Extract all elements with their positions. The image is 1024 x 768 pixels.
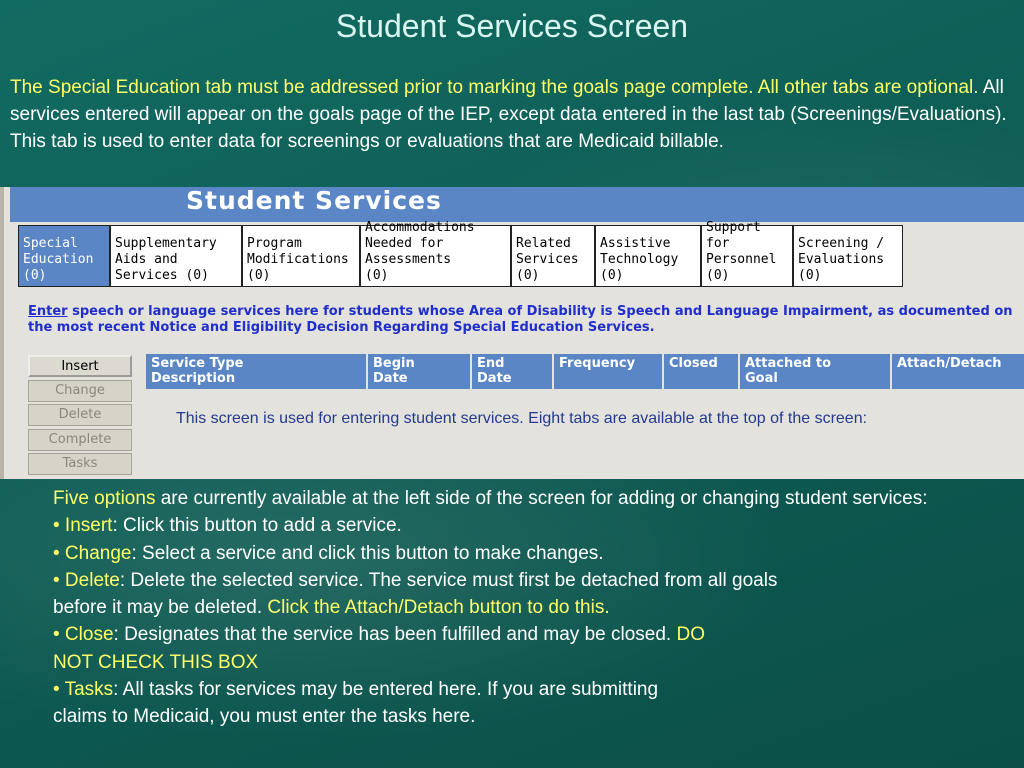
tasks-desc: : All tasks for services may be entered here. If you are submitting claims to Medicaid, you must enter the tasks here. xyxy=(53,679,659,728)
insert-term: • Insert xyxy=(53,515,113,537)
options-intro xyxy=(53,485,993,512)
tab-screening-evaluations[interactable] xyxy=(793,225,903,287)
insert-button[interactable]: Insert xyxy=(28,355,132,377)
tab-label: Accommodations Needed for Assessments (0) xyxy=(365,220,475,283)
insert-bullet xyxy=(53,512,993,539)
intro-paragraph xyxy=(10,74,1018,155)
tab-support-for-personnel[interactable] xyxy=(701,220,793,287)
options-description xyxy=(53,485,993,731)
close-bullet xyxy=(53,621,733,676)
delete-desc: : Delete the selected service. The service must first be detached from all goals before it may be deleted. xyxy=(53,569,778,619)
instruction-body: speech or language services here for students whose Area of Disability is Speech and Language Impairment, as documented on the most recent Notice and Eligibility Decision Regarding Special Education Services. xyxy=(28,304,1013,335)
action-buttons xyxy=(28,355,136,478)
tab-program-modifications[interactable] xyxy=(242,225,360,287)
delete-bullet xyxy=(53,567,813,622)
column-header-begin-date: Begin Date xyxy=(368,354,472,389)
slide-title: Student Services Screen xyxy=(335,8,689,44)
complete-button[interactable]: Complete xyxy=(28,429,132,451)
intro-highlight: The Special Education tab must be addressed prior to marking the goals page complete. All other tabs are optional. xyxy=(10,77,979,98)
column-header-attach-detach: Attach/Detach xyxy=(897,356,1002,371)
tab-label: Supplementary Aids and Services (0) xyxy=(115,236,217,283)
tasks-term: • Tasks xyxy=(53,679,114,701)
column-header-frequency: Frequency xyxy=(554,354,664,389)
intro-rest: All services entered will appear on the goals page of the IEP, except data entered in the last tab (Screenings/Evaluations). This tab is used to enter data for screenings or evaluations that are Medicaid billable. xyxy=(10,77,1007,152)
change-term: • Change xyxy=(53,542,132,564)
service-tabs xyxy=(18,220,1024,287)
enter-link[interactable]: Enter xyxy=(28,304,68,319)
insert-desc: : Click this button to add a service. xyxy=(112,515,402,537)
close-desc: : Designates that the service has been fulfilled and may be closed. xyxy=(113,624,677,646)
tasks-button[interactable]: Tasks xyxy=(28,453,132,475)
delete-button[interactable]: Delete xyxy=(28,404,132,426)
services-grid-header xyxy=(146,354,1024,389)
tab-accommodations[interactable] xyxy=(360,220,511,287)
tab-special-education[interactable] xyxy=(18,225,110,287)
tasks-bullet xyxy=(53,676,693,731)
screen-header xyxy=(10,187,1024,222)
tab-label: Related Services (0) xyxy=(516,236,579,283)
tab-supplementary-aids[interactable] xyxy=(110,225,242,287)
tab-label: Assistive Technology (0) xyxy=(600,236,679,283)
screen-title: Student Services xyxy=(186,186,442,215)
close-warning: DO NOT CHECK THIS BOX xyxy=(53,624,705,673)
tab-assistive-technology[interactable] xyxy=(595,225,701,287)
tab-label: Special Education (0) xyxy=(23,236,94,283)
options-intro-text: are currently available at the left side of the screen for adding or changing student services: xyxy=(155,488,928,509)
instruction-text xyxy=(28,304,1018,336)
column-header-closed: Closed xyxy=(664,354,740,389)
change-desc: : Select a service and click this button to make changes. xyxy=(131,542,604,564)
close-term: • Close xyxy=(53,624,114,646)
change-bullet xyxy=(53,540,993,567)
column-header-end-date: End Date xyxy=(472,354,554,389)
options-highlight: Five options xyxy=(53,488,156,509)
tab-related-services[interactable] xyxy=(511,225,595,287)
delete-term: • Delete xyxy=(53,569,120,591)
tab-label: Program Modifications (0) xyxy=(247,236,349,283)
screen-caption: This screen is used for entering student services. Eight tabs are available at the top of the screen: xyxy=(176,410,868,427)
column-header-service-type: Service Type Description xyxy=(146,354,368,389)
change-button[interactable]: Change xyxy=(28,380,132,402)
student-services-screenshot xyxy=(0,187,1024,479)
delete-note: Click the Attach/Detach button to do this. xyxy=(267,597,610,619)
column-header-attached-to-goal: Attached to Goal xyxy=(740,354,892,389)
tab-label: Screening / Evaluations (0) xyxy=(798,236,885,283)
tab-label: Support for Personnel (0) xyxy=(706,220,777,283)
